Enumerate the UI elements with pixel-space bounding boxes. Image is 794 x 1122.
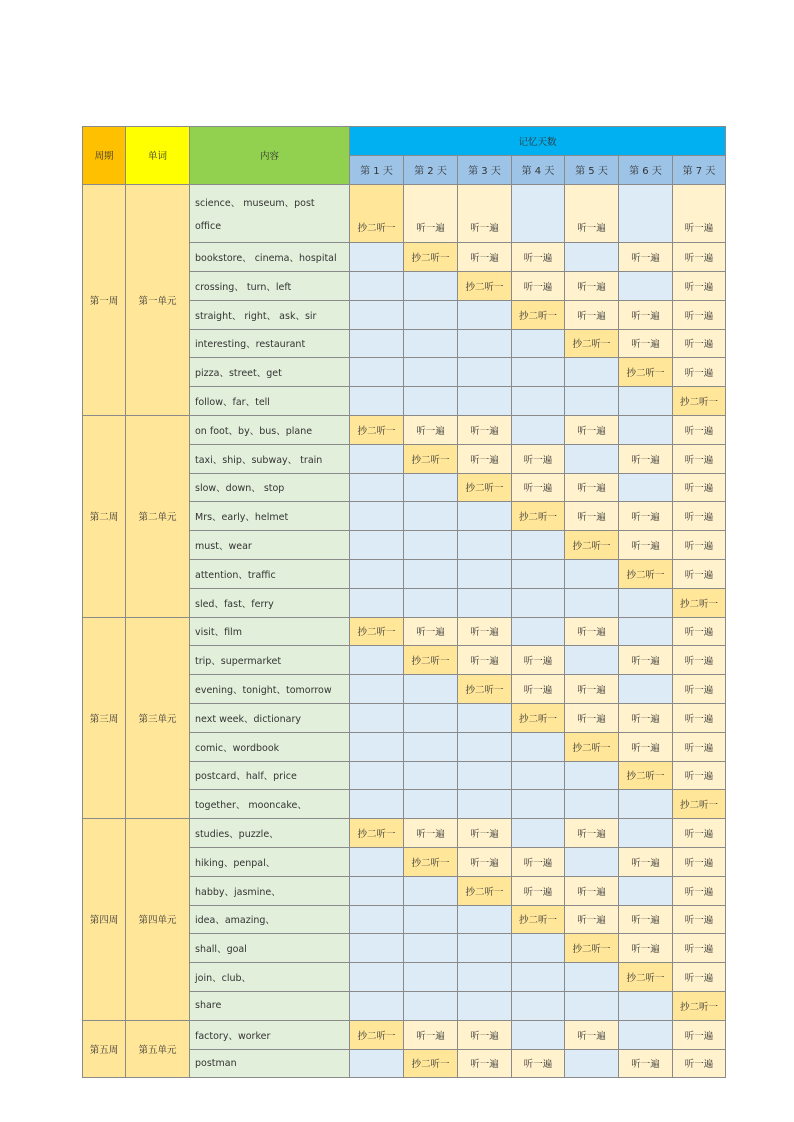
day-header-5: 第 5 天 bbox=[565, 155, 619, 184]
empty-cell bbox=[458, 761, 512, 790]
empty-cell bbox=[565, 358, 619, 387]
listen-cell: 听一遍 bbox=[673, 703, 726, 732]
empty-cell bbox=[350, 646, 404, 675]
listen-cell: 听一遍 bbox=[565, 415, 619, 444]
listen-cell: 听一遍 bbox=[673, 243, 726, 272]
listen-cell: 听一遍 bbox=[512, 646, 565, 675]
listen-cell: 听一遍 bbox=[673, 905, 726, 934]
copy-cell: 抄二听一 bbox=[673, 991, 726, 1020]
listen-cell: 听一遍 bbox=[673, 444, 726, 473]
listen-cell: 听一遍 bbox=[565, 819, 619, 848]
empty-cell bbox=[350, 876, 404, 905]
empty-cell bbox=[565, 963, 619, 992]
empty-cell bbox=[404, 732, 458, 761]
empty-cell bbox=[565, 790, 619, 819]
empty-cell bbox=[404, 934, 458, 963]
listen-cell: 听一遍 bbox=[565, 271, 619, 300]
listen-cell: 听一遍 bbox=[565, 1020, 619, 1049]
listen-cell: 听一遍 bbox=[458, 617, 512, 646]
listen-cell: 听一遍 bbox=[673, 646, 726, 675]
listen-cell: 听一遍 bbox=[673, 502, 726, 531]
listen-cell: 听一遍 bbox=[458, 819, 512, 848]
listen-cell: 听一遍 bbox=[404, 415, 458, 444]
listen-cell: 听一遍 bbox=[458, 646, 512, 675]
listen-cell: 听一遍 bbox=[619, 502, 673, 531]
table-row bbox=[83, 184, 726, 243]
empty-cell bbox=[458, 559, 512, 588]
empty-cell bbox=[458, 531, 512, 560]
empty-cell bbox=[512, 617, 565, 646]
empty-cell bbox=[350, 934, 404, 963]
empty-cell bbox=[404, 905, 458, 934]
unit-cell: 第五单元 bbox=[126, 1020, 190, 1078]
listen-cell: 听一遍 bbox=[619, 703, 673, 732]
listen-cell: 听一遍 bbox=[404, 184, 458, 243]
content-cell: visit、film bbox=[190, 617, 350, 646]
content-cell: taxi、ship、subway、 train bbox=[190, 444, 350, 473]
empty-cell bbox=[619, 271, 673, 300]
listen-cell: 听一遍 bbox=[458, 847, 512, 876]
listen-cell: 听一遍 bbox=[404, 1020, 458, 1049]
content-cell: Mrs、early、helmet bbox=[190, 502, 350, 531]
memory-schedule-table bbox=[82, 126, 726, 1078]
copy-cell: 抄二听一 bbox=[458, 473, 512, 502]
copy-cell: 抄二听一 bbox=[458, 271, 512, 300]
copy-cell: 抄二听一 bbox=[673, 790, 726, 819]
empty-cell bbox=[404, 358, 458, 387]
listen-cell: 听一遍 bbox=[565, 617, 619, 646]
empty-cell bbox=[350, 387, 404, 416]
empty-cell bbox=[458, 934, 512, 963]
listen-cell: 听一遍 bbox=[619, 243, 673, 272]
empty-cell bbox=[565, 761, 619, 790]
period-header: 周期 bbox=[83, 127, 126, 185]
empty-cell bbox=[512, 732, 565, 761]
content-cell: straight、 right、 ask、sir bbox=[190, 300, 350, 329]
day-header-2: 第 2 天 bbox=[404, 155, 458, 184]
listen-cell: 听一遍 bbox=[512, 847, 565, 876]
empty-cell bbox=[458, 963, 512, 992]
copy-cell: 抄二听一 bbox=[565, 934, 619, 963]
empty-cell bbox=[565, 559, 619, 588]
empty-cell bbox=[512, 963, 565, 992]
copy-cell: 抄二听一 bbox=[404, 243, 458, 272]
copy-cell: 抄二听一 bbox=[673, 588, 726, 617]
empty-cell bbox=[619, 790, 673, 819]
listen-cell: 听一遍 bbox=[619, 531, 673, 560]
unit-cell: 第四单元 bbox=[126, 819, 190, 1021]
listen-cell: 听一遍 bbox=[565, 473, 619, 502]
content-cell: idea、amazing、 bbox=[190, 905, 350, 934]
empty-cell bbox=[512, 934, 565, 963]
empty-cell bbox=[512, 559, 565, 588]
copy-cell: 抄二听一 bbox=[404, 646, 458, 675]
copy-cell: 抄二听一 bbox=[458, 876, 512, 905]
listen-cell: 听一遍 bbox=[565, 184, 619, 243]
empty-cell bbox=[565, 387, 619, 416]
listen-cell: 听一遍 bbox=[458, 1020, 512, 1049]
empty-cell bbox=[350, 243, 404, 272]
content-cell bbox=[190, 184, 350, 243]
day-header-4: 第 4 天 bbox=[512, 155, 565, 184]
content-cell: trip、supermarket bbox=[190, 646, 350, 675]
empty-cell bbox=[565, 991, 619, 1020]
content-cell: together、 mooncake、 bbox=[190, 790, 350, 819]
empty-cell bbox=[512, 588, 565, 617]
empty-cell bbox=[458, 991, 512, 1020]
content-line: office bbox=[195, 220, 222, 232]
empty-cell bbox=[565, 847, 619, 876]
content-cell: shall、goal bbox=[190, 934, 350, 963]
listen-cell: 听一遍 bbox=[673, 819, 726, 848]
empty-cell bbox=[404, 675, 458, 704]
empty-cell bbox=[350, 790, 404, 819]
day-header-1: 第 1 天 bbox=[350, 155, 404, 184]
empty-cell bbox=[512, 1020, 565, 1049]
empty-cell bbox=[565, 243, 619, 272]
listen-cell: 听一遍 bbox=[512, 243, 565, 272]
empty-cell bbox=[458, 502, 512, 531]
listen-cell: 听一遍 bbox=[673, 761, 726, 790]
copy-cell: 抄二听一 bbox=[673, 387, 726, 416]
listen-cell: 听一遍 bbox=[565, 502, 619, 531]
listen-cell: 听一遍 bbox=[673, 271, 726, 300]
listen-cell: 听一遍 bbox=[458, 415, 512, 444]
day-header-6: 第 6 天 bbox=[619, 155, 673, 184]
empty-cell bbox=[512, 991, 565, 1020]
week-cell: 第三周 bbox=[83, 617, 126, 819]
copy-cell: 抄二听一 bbox=[619, 358, 673, 387]
content-cell: on foot、by、bus、plane bbox=[190, 415, 350, 444]
table-row bbox=[83, 617, 726, 646]
copy-cell: 抄二听一 bbox=[350, 415, 404, 444]
listen-cell: 听一遍 bbox=[673, 415, 726, 444]
unit-cell: 第二单元 bbox=[126, 415, 190, 617]
listen-cell: 听一遍 bbox=[404, 819, 458, 848]
content-cell: next week、dictionary bbox=[190, 703, 350, 732]
empty-cell bbox=[512, 790, 565, 819]
listen-cell: 听一遍 bbox=[512, 444, 565, 473]
table-row bbox=[83, 415, 726, 444]
empty-cell bbox=[404, 473, 458, 502]
empty-cell bbox=[512, 819, 565, 848]
empty-cell bbox=[458, 905, 512, 934]
copy-cell: 抄二听一 bbox=[404, 847, 458, 876]
empty-cell bbox=[404, 703, 458, 732]
schedule-body bbox=[83, 184, 726, 1078]
listen-cell: 听一遍 bbox=[458, 184, 512, 243]
week-cell: 第一周 bbox=[83, 184, 126, 415]
day-header-3: 第 3 天 bbox=[458, 155, 512, 184]
listen-cell: 听一遍 bbox=[673, 732, 726, 761]
empty-cell bbox=[565, 646, 619, 675]
empty-cell bbox=[350, 703, 404, 732]
empty-cell bbox=[404, 588, 458, 617]
empty-cell bbox=[350, 502, 404, 531]
content-cell: postman bbox=[190, 1049, 350, 1078]
listen-cell: 听一遍 bbox=[673, 675, 726, 704]
empty-cell bbox=[350, 847, 404, 876]
content-line: science、 museum、post bbox=[195, 197, 315, 209]
empty-cell bbox=[350, 761, 404, 790]
copy-cell: 抄二听一 bbox=[404, 1049, 458, 1078]
empty-cell bbox=[350, 588, 404, 617]
empty-cell bbox=[619, 819, 673, 848]
empty-cell bbox=[512, 184, 565, 243]
listen-cell: 听一遍 bbox=[673, 847, 726, 876]
empty-cell bbox=[512, 358, 565, 387]
listen-cell: 听一遍 bbox=[673, 876, 726, 905]
listen-cell: 听一遍 bbox=[404, 617, 458, 646]
table-row bbox=[83, 1020, 726, 1049]
copy-cell: 抄二听一 bbox=[619, 559, 673, 588]
empty-cell bbox=[404, 271, 458, 300]
listen-cell: 听一遍 bbox=[673, 559, 726, 588]
listen-cell: 听一遍 bbox=[619, 300, 673, 329]
empty-cell bbox=[404, 790, 458, 819]
empty-cell bbox=[458, 703, 512, 732]
copy-cell: 抄二听一 bbox=[350, 1020, 404, 1049]
empty-cell bbox=[565, 444, 619, 473]
listen-cell: 听一遍 bbox=[673, 473, 726, 502]
empty-cell bbox=[350, 473, 404, 502]
content-cell: habby、jasmine、 bbox=[190, 876, 350, 905]
listen-cell: 听一遍 bbox=[673, 1020, 726, 1049]
content-cell: sled、fast、ferry bbox=[190, 588, 350, 617]
empty-cell bbox=[458, 387, 512, 416]
listen-cell: 听一遍 bbox=[458, 444, 512, 473]
listen-cell: 听一遍 bbox=[619, 934, 673, 963]
empty-cell bbox=[512, 387, 565, 416]
empty-cell bbox=[458, 300, 512, 329]
day-header-7: 第 7 天 bbox=[673, 155, 726, 184]
content-cell: crossing、 turn、left bbox=[190, 271, 350, 300]
listen-cell: 听一遍 bbox=[565, 675, 619, 704]
empty-cell bbox=[619, 184, 673, 243]
copy-cell: 抄二听一 bbox=[512, 300, 565, 329]
empty-cell bbox=[619, 876, 673, 905]
copy-cell: 抄二听一 bbox=[458, 675, 512, 704]
listen-cell: 听一遍 bbox=[512, 1049, 565, 1078]
copy-cell: 抄二听一 bbox=[350, 819, 404, 848]
empty-cell bbox=[350, 531, 404, 560]
copy-cell: 抄二听一 bbox=[565, 329, 619, 358]
listen-cell: 听一遍 bbox=[458, 1049, 512, 1078]
empty-cell bbox=[619, 991, 673, 1020]
empty-cell bbox=[512, 329, 565, 358]
empty-cell bbox=[350, 905, 404, 934]
listen-cell: 听一遍 bbox=[512, 271, 565, 300]
empty-cell bbox=[404, 387, 458, 416]
week-cell: 第二周 bbox=[83, 415, 126, 617]
content-cell: interesting、restaurant bbox=[190, 329, 350, 358]
empty-cell bbox=[404, 761, 458, 790]
listen-cell: 听一遍 bbox=[673, 531, 726, 560]
empty-cell bbox=[512, 531, 565, 560]
table-row bbox=[83, 819, 726, 848]
empty-cell bbox=[350, 329, 404, 358]
copy-cell: 抄二听一 bbox=[565, 531, 619, 560]
listen-cell: 听一遍 bbox=[565, 703, 619, 732]
empty-cell bbox=[458, 358, 512, 387]
empty-cell bbox=[458, 790, 512, 819]
empty-cell bbox=[350, 991, 404, 1020]
empty-cell bbox=[619, 415, 673, 444]
listen-cell: 听一遍 bbox=[619, 847, 673, 876]
listen-cell: 听一遍 bbox=[512, 876, 565, 905]
word-header: 单词 bbox=[126, 127, 190, 185]
week-cell: 第五周 bbox=[83, 1020, 126, 1078]
listen-cell: 听一遍 bbox=[565, 905, 619, 934]
empty-cell bbox=[404, 329, 458, 358]
copy-cell: 抄二听一 bbox=[619, 761, 673, 790]
empty-cell bbox=[619, 387, 673, 416]
empty-cell bbox=[619, 473, 673, 502]
empty-cell bbox=[458, 329, 512, 358]
copy-cell: 抄二听一 bbox=[404, 444, 458, 473]
empty-cell bbox=[565, 1049, 619, 1078]
copy-cell: 抄二听一 bbox=[350, 617, 404, 646]
empty-cell bbox=[350, 732, 404, 761]
content-cell: comic、wordbook bbox=[190, 732, 350, 761]
listen-cell: 听一遍 bbox=[673, 617, 726, 646]
listen-cell: 听一遍 bbox=[619, 732, 673, 761]
listen-cell: 听一遍 bbox=[673, 358, 726, 387]
empty-cell bbox=[404, 991, 458, 1020]
empty-cell bbox=[404, 531, 458, 560]
listen-cell: 听一遍 bbox=[673, 329, 726, 358]
empty-cell bbox=[619, 1020, 673, 1049]
listen-cell: 听一遍 bbox=[619, 444, 673, 473]
listen-cell: 听一遍 bbox=[673, 963, 726, 992]
listen-cell: 听一遍 bbox=[619, 905, 673, 934]
empty-cell bbox=[404, 502, 458, 531]
empty-cell bbox=[350, 271, 404, 300]
empty-cell bbox=[350, 559, 404, 588]
content-cell: factory、worker bbox=[190, 1020, 350, 1049]
unit-cell: 第一单元 bbox=[126, 184, 190, 415]
content-cell: must、wear bbox=[190, 531, 350, 560]
content-cell: attention、traffic bbox=[190, 559, 350, 588]
empty-cell bbox=[350, 444, 404, 473]
empty-cell bbox=[458, 732, 512, 761]
copy-cell: 抄二听一 bbox=[512, 703, 565, 732]
content-cell: slow、down、 stop bbox=[190, 473, 350, 502]
content-header: 内容 bbox=[190, 127, 350, 185]
copy-cell: 抄二听一 bbox=[512, 905, 565, 934]
memory-days-header: 记忆天数 bbox=[350, 127, 726, 156]
content-cell: pizza、street、get bbox=[190, 358, 350, 387]
content-cell: bookstore、 cinema、hospital bbox=[190, 243, 350, 272]
empty-cell bbox=[404, 559, 458, 588]
empty-cell bbox=[619, 588, 673, 617]
content-cell: join、club、 bbox=[190, 963, 350, 992]
empty-cell bbox=[619, 675, 673, 704]
copy-cell: 抄二听一 bbox=[619, 963, 673, 992]
listen-cell: 听一遍 bbox=[565, 300, 619, 329]
listen-cell: 听一遍 bbox=[673, 1049, 726, 1078]
content-cell: postcard、half、price bbox=[190, 761, 350, 790]
listen-cell: 听一遍 bbox=[512, 675, 565, 704]
empty-cell bbox=[458, 588, 512, 617]
empty-cell bbox=[350, 300, 404, 329]
listen-cell: 听一遍 bbox=[619, 1049, 673, 1078]
content-cell: studies、puzzle、 bbox=[190, 819, 350, 848]
empty-cell bbox=[350, 358, 404, 387]
listen-cell: 听一遍 bbox=[512, 473, 565, 502]
unit-cell: 第三单元 bbox=[126, 617, 190, 819]
copy-cell: 抄二听一 bbox=[512, 502, 565, 531]
listen-cell: 听一遍 bbox=[673, 934, 726, 963]
empty-cell bbox=[404, 300, 458, 329]
listen-cell: 听一遍 bbox=[673, 184, 726, 243]
content-cell: share bbox=[190, 991, 350, 1020]
week-cell: 第四周 bbox=[83, 819, 126, 1021]
listen-cell: 听一遍 bbox=[619, 329, 673, 358]
listen-cell: 听一遍 bbox=[673, 300, 726, 329]
content-cell: hiking、penpal、 bbox=[190, 847, 350, 876]
content-cell: evening、tonight、tomorrow bbox=[190, 675, 350, 704]
copy-cell: 抄二听一 bbox=[350, 184, 404, 243]
listen-cell: 听一遍 bbox=[565, 876, 619, 905]
empty-cell bbox=[350, 963, 404, 992]
listen-cell: 听一遍 bbox=[458, 243, 512, 272]
empty-cell bbox=[350, 675, 404, 704]
copy-cell: 抄二听一 bbox=[565, 732, 619, 761]
empty-cell bbox=[350, 1049, 404, 1078]
empty-cell bbox=[404, 876, 458, 905]
empty-cell bbox=[512, 761, 565, 790]
empty-cell bbox=[565, 588, 619, 617]
empty-cell bbox=[619, 617, 673, 646]
listen-cell: 听一遍 bbox=[619, 646, 673, 675]
empty-cell bbox=[512, 415, 565, 444]
content-cell: follow、far、tell bbox=[190, 387, 350, 416]
empty-cell bbox=[404, 963, 458, 992]
